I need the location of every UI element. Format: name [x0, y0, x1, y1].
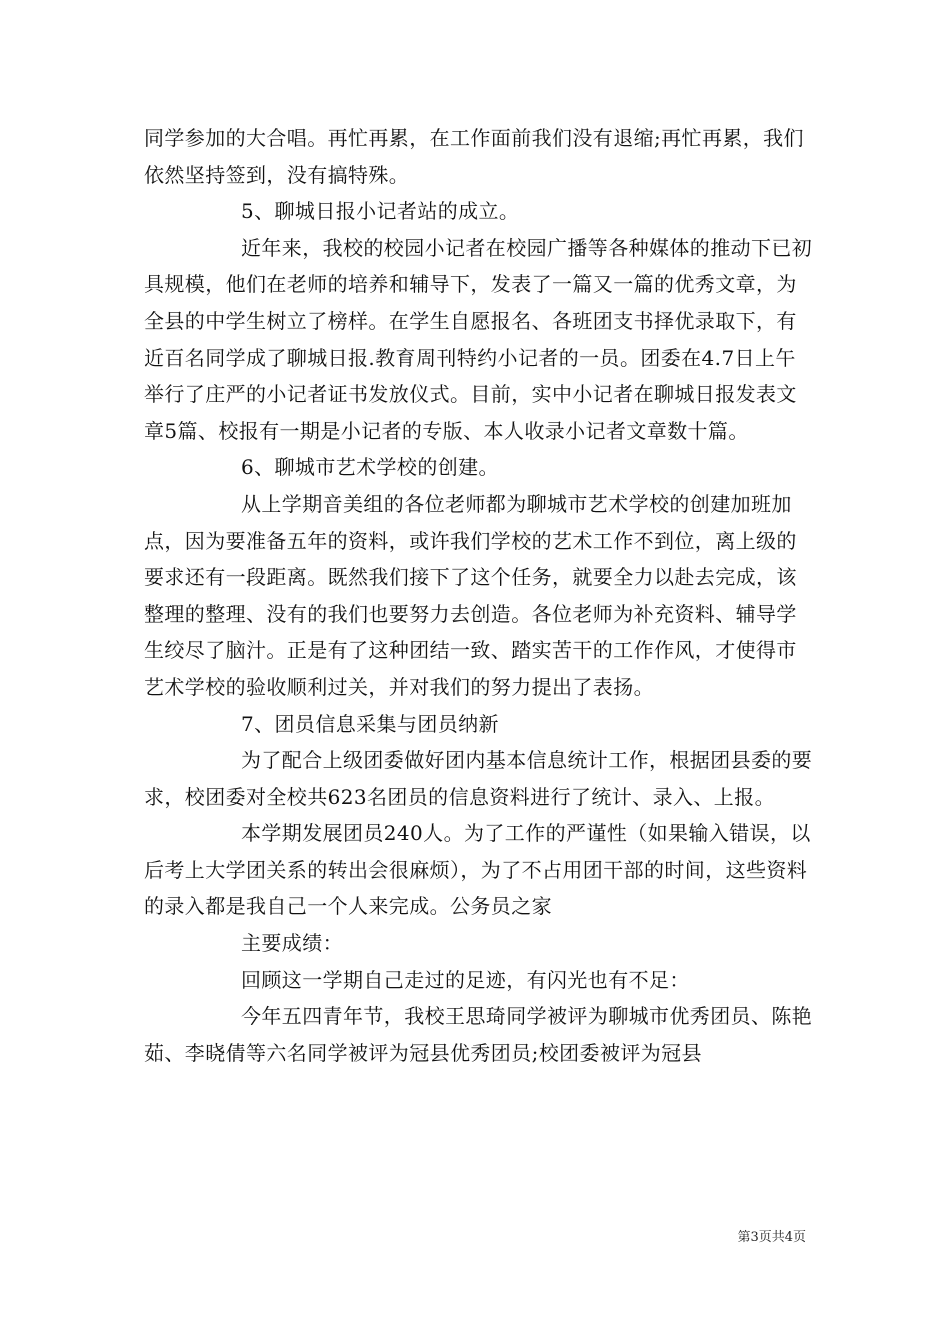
page-number: 第3页共4页: [737, 1230, 806, 1245]
heading-item-5: 5、聊城日报小记者站的成立。: [241, 199, 520, 224]
paragraph-awards: 今年五四青年节，我校王思琦同学被评为聊城市优秀团员、陈艳茹、李晓倩等六名同学被评为冠县优秀团员;校团委被评为冠县: [144, 1004, 813, 1065]
paragraph-new-members: 本学期发展团员240人。为了工作的严谨性（如果输入错误，以后考上大学团关系的转出会很麻烦），为了不占用团干部的时间，这些资料的录入都是我自己一个人来完成。公务员之家: [144, 821, 811, 919]
paragraph-continuation: 同学参加的大合唱。再忙再累，在工作面前我们没有退缩;再忙再累，我们依然坚持签到，没有搞特殊。: [144, 126, 804, 187]
document-body: [144, 120, 816, 1071]
paragraph-member-info: 为了配合上级团委做好团内基本信息统计工作，根据团县委的要求，校团委对全校共623名团员的信息资料进行了统计、录入、上报。: [144, 748, 813, 809]
heading-item-6: 6、聊城市艺术学校的创建。: [241, 455, 499, 480]
heading-item-7: 7、团员信息采集与团员纳新: [241, 711, 499, 736]
heading-achievements: 主要成绩：: [241, 931, 343, 956]
paragraph-reporter-station: 近年来，我校的校园小记者在校园广播等各种媒体的推动下已初具规模，他们在老师的培养和辅导下，发表了一篇又一篇的优秀文章，为全县的中学生树立了榜样。在学生自愿报名、各班团支书择优录取下，有近百名同学成了聊城日报.教育周刊特约小记者的一员。团委在4.7日上午举行了庄严的小记者证书发放仪式。目前，实中小记者在聊城日报发表文章5篇、校报有一期是小记者的专版、本人收录小记者文章数十篇。: [144, 235, 813, 443]
paragraph-review: 回顾这一学期自己走过的足迹，有闪光也有不足：: [241, 967, 690, 992]
paragraph-art-school: 从上学期音美组的各位老师都为聊城市艺术学校的创建加班加点，因为要准备五年的资料，或许我们学校的艺术工作不到位，离上级的要求还有一段距离。既然我们接下了这个任务，就要全力以赴去完成，该整理的整理、没有的我们也要努力去创造。各位老师为补充资料、辅导学生绞尽了脑汁。正是有了这种团结一致、踏实苦干的工作作风，才使得市艺术学校的验收顺利过关，并对我们的努力提出了表扬。: [144, 491, 797, 699]
